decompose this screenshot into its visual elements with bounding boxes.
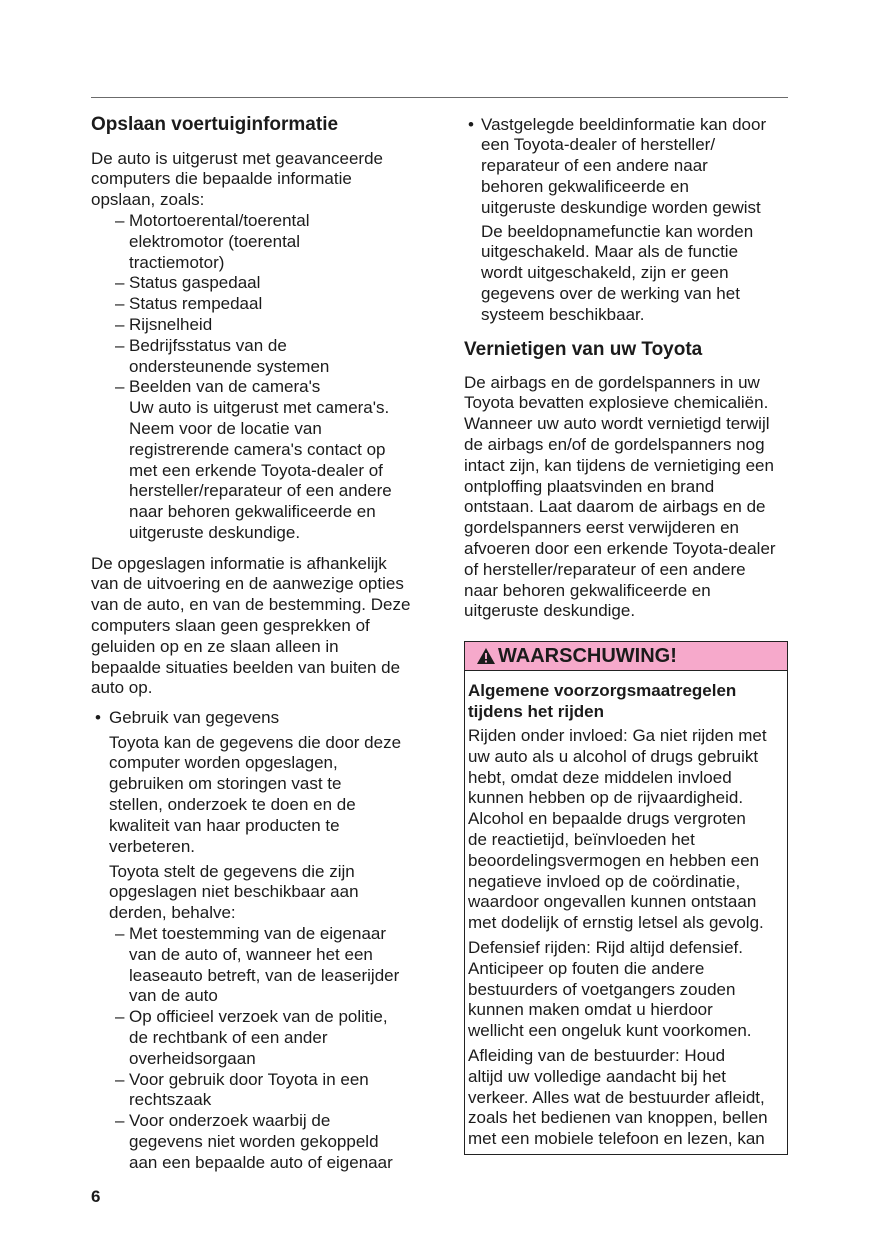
dash-marker: –	[115, 1007, 125, 1027]
text-line: of hersteller/reparateur of een andere	[464, 559, 746, 579]
text-line: gegevens niet worden gekoppeld	[129, 1131, 379, 1151]
text-line: wordt uitgeschakeld, zijn er geen	[481, 263, 729, 283]
text-line: bepaalde situaties beelden van buiten de	[91, 657, 401, 677]
text-line: van de auto	[129, 986, 218, 1006]
text-line: van de auto of, wanneer het een	[129, 944, 373, 964]
text-line: systeem beschikbaar.	[481, 304, 645, 324]
warning-paragraph-influence	[468, 726, 767, 934]
text-line: rechtszaak	[129, 1090, 212, 1110]
list-item	[91, 273, 392, 294]
text-line: Afleiding van de bestuurder: Houd	[468, 1046, 726, 1065]
disposal-paragraph	[464, 373, 776, 623]
text-line: Wanneer uw auto wordt vernietigd terwijl	[464, 414, 770, 434]
list-item	[91, 211, 392, 273]
text-line: intact zijn, kan tijdens de vernietiging een	[464, 455, 774, 475]
text-line: ontstaan. Laat daarom de airbags en de	[464, 497, 766, 517]
text-line: Anticipeer op fouten die andere	[468, 958, 705, 978]
text-line: uitgeruste deskundige.	[464, 601, 636, 621]
text-line: met een erkende Toyota-dealer of	[129, 460, 383, 480]
text-line: leaseauto betreft, van de leaserijder	[129, 965, 400, 985]
list-item	[109, 1111, 399, 1173]
text-line: altijd uw volledige aandacht bij het	[468, 1066, 727, 1086]
text-line: stellen, onderzoek te doen en de	[109, 794, 356, 814]
section-heading-vehicle-info: Opslaan voertuiginformatie	[91, 114, 339, 135]
text-line: van de auto, en van de bestemming. Deze	[91, 595, 411, 615]
text-line: Beelden van de camera's	[129, 377, 321, 397]
text-line: De auto is uitgerust met geavanceerde	[91, 148, 384, 168]
text-line: kunnen maken omdat u hierdoor	[468, 1000, 713, 1020]
dash-marker: –	[115, 294, 125, 314]
list-item	[109, 1007, 399, 1069]
warning-paragraph-distraction	[468, 1046, 768, 1150]
text-line: de rechtbank of een ander	[129, 1027, 328, 1047]
usage-paragraph-2	[109, 862, 399, 1174]
text-line: De beeldopnamefunctie kan worden	[481, 221, 754, 241]
text-line: tractiemotor)	[129, 252, 225, 272]
text-line: met een mobiele telefoon en lezen, kan	[468, 1129, 765, 1149]
dash-marker: –	[115, 210, 125, 230]
list-item	[91, 315, 392, 336]
dash-marker: –	[115, 377, 125, 397]
text-line: tijdens het rijden	[468, 701, 605, 721]
text-line: behoren gekwalificeerde en	[481, 176, 689, 196]
text-line: bestuurders of voetgangers zouden	[468, 979, 736, 999]
text-line: aan een bepaalde auto of eigenaar	[129, 1152, 393, 1172]
text-line: Status rempedaal	[129, 294, 263, 314]
text-line: Rijsnelheid	[129, 314, 213, 334]
text-line: auto op.	[91, 678, 153, 698]
text-line: gegevens over de werking van het	[481, 283, 740, 303]
dash-marker: –	[115, 923, 125, 943]
text-line: uitgeschakeld. Maar als de functie	[481, 242, 739, 262]
text-line: Toyota stelt de gegevens die zijn	[109, 861, 355, 881]
list-item	[91, 336, 392, 378]
text-line: reparateur of een andere naar	[481, 156, 708, 176]
text-line: ontploffing plaatsvinden en brand	[464, 476, 715, 496]
text-line: registrerende camera's contact op	[129, 439, 386, 459]
text-line: Voor onderzoek waarbij de	[129, 1111, 331, 1131]
text-line: verkeer. Alles wat de bestuurder afleidt,	[468, 1087, 765, 1107]
warning-title: WAARSCHUWING!	[498, 645, 677, 667]
text-line: elektromotor (toerental	[129, 231, 301, 251]
text-line: een Toyota-dealer of hersteller/	[481, 135, 716, 155]
text-line: negatieve invloed op de coördinatie,	[468, 871, 741, 891]
dash-marker: –	[115, 1111, 125, 1131]
bullet-item	[91, 708, 279, 729]
list-item	[109, 1070, 399, 1112]
text-line: hebt, omdat deze middelen invloed	[468, 767, 732, 787]
text-line: kunnen hebben op de rijvaardigheid.	[468, 788, 744, 808]
bullet-marker: •	[95, 707, 101, 727]
dash-marker: –	[115, 314, 125, 334]
bullet-item	[464, 115, 766, 219]
text-line: computers slaan geen gesprekken of	[91, 615, 370, 635]
top-rule	[91, 97, 788, 98]
text-line: naar behoren gekwalificeerde en	[464, 580, 711, 600]
text-line: gordelspanners eerst verwijderen en	[464, 518, 739, 538]
text-line: Toyota kan de gegevens die door deze	[109, 732, 402, 752]
text-line: Toyota bevatten explosieve chemicaliën.	[464, 393, 769, 413]
text-line: zoals het bedienen van knoppen, bellen	[468, 1108, 768, 1128]
storage-paragraph	[91, 554, 410, 700]
text-line: Algemene voorzorgsmaatregelen	[468, 681, 737, 700]
text-line: kwaliteit van haar producten te	[109, 815, 340, 835]
text-line: beoordelingsvermogen en hebben een	[468, 850, 760, 870]
usage-paragraph-1	[109, 733, 401, 858]
text-line: Status gaspedaal	[129, 273, 261, 293]
page-number: 6	[91, 1186, 101, 1206]
text-line: Op officieel verzoek van de politie,	[129, 1007, 388, 1027]
text-line: Voor gebruik door Toyota in een	[129, 1069, 369, 1089]
text-line: uw auto als u alcohol of drugs gebruikt	[468, 746, 759, 766]
text-line: Vastgelegde beeldinformatie kan door	[481, 114, 767, 134]
text-line: verbeteren.	[109, 836, 195, 856]
text-line: afvoeren door een erkende Toyota-dealer	[464, 538, 776, 558]
bullet-title: Gebruik van gegevens	[109, 707, 280, 727]
text-line: Defensief rijden: Rijd altijd defensief.	[468, 938, 743, 957]
text-line: met dodelijk of ernstig letsel als gevolg.	[468, 913, 764, 933]
warning-triangle-icon	[476, 647, 498, 665]
text-line: derden, behalve:	[109, 903, 236, 923]
usage-bullet	[91, 708, 279, 729]
intro-paragraph	[91, 149, 392, 544]
text-line: De opgeslagen informatie is afhankelijk	[91, 553, 387, 573]
text-line: opslaan, zoals:	[91, 190, 205, 210]
text-line: uitgeruste deskundige.	[129, 522, 301, 542]
text-line: Alcohol en bepaalde drugs vergroten	[468, 809, 746, 829]
list-item	[91, 377, 392, 543]
text-line: van de uitvoering en de aanwezige opties	[91, 574, 404, 594]
dash-marker: –	[115, 1069, 125, 1089]
text-line: overheidsorgaan	[129, 1048, 256, 1068]
text-line: Bedrijfsstatus van de	[129, 335, 287, 355]
text-line: waardoor ongevallen kunnen ontstaan	[468, 892, 757, 912]
text-line: wellicht een ongeluk kunt voorkomen.	[468, 1021, 752, 1041]
text-line: De airbags en de gordelspanners in uw	[464, 372, 760, 392]
text-line: ondersteunende systemen	[129, 356, 330, 376]
bullet-marker: •	[468, 114, 474, 134]
camera-paragraph	[481, 222, 753, 326]
text-line: de airbags en/of de gordelspanners nog	[464, 434, 765, 454]
warning-paragraph-defensive	[468, 938, 752, 1042]
text-line: Met toestemming van de eigenaar	[129, 923, 387, 943]
text-line: Rijden onder invloed: Ga niet rijden met	[468, 726, 767, 745]
dash-marker: –	[115, 273, 125, 293]
text-line: de reactietijd, beïnvloeden het	[468, 829, 695, 849]
text-line: opgeslagen niet beschikbaar aan	[109, 882, 359, 902]
list-item	[109, 924, 399, 1007]
list-item	[91, 294, 392, 315]
text-line: gebruiken om storingen vast te	[109, 774, 342, 794]
text-line: computers die bepaalde informatie	[91, 169, 352, 189]
text-line: Neem voor de locatie van	[129, 418, 322, 438]
warning-header	[465, 642, 787, 671]
camera-bullet	[464, 115, 766, 219]
text-line: computer worden opgeslagen,	[109, 753, 338, 773]
text-line: naar behoren gekwalificeerde en	[129, 502, 376, 522]
dash-marker: –	[115, 335, 125, 355]
text-line: Motortoerental/toerental	[129, 210, 310, 230]
text-line: geluiden op en ze slaan alleen in	[91, 636, 339, 656]
text-line: hersteller/reparateur of een andere	[129, 481, 392, 501]
text-line: Uw auto is uitgerust met camera's.	[129, 398, 390, 418]
warning-box	[464, 641, 788, 1155]
text-line: uitgeruste deskundige worden gewist	[481, 197, 761, 217]
section-heading-disposal: Vernietigen van uw Toyota	[464, 339, 703, 360]
warning-subtitle	[468, 681, 736, 723]
